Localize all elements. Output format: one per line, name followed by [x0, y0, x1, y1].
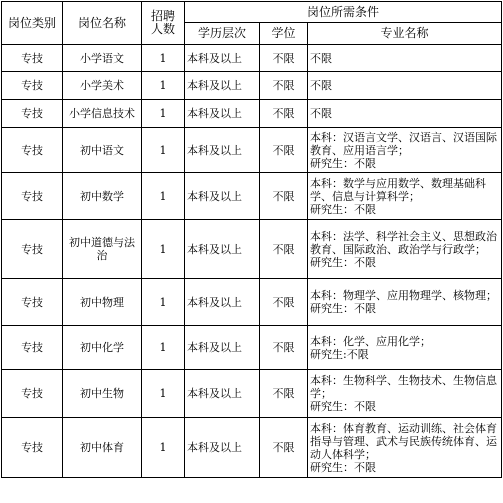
- cell-position-name: 小学信息技术: [63, 100, 142, 128]
- major-line: 本科：法学、科学社会主义、思想政治教育、国际政治、政治学与行政学；: [310, 229, 497, 256]
- major-line: 研究生：不限: [310, 400, 376, 413]
- major-line: 本科：生物科学、生物技术、生物信息学；: [310, 374, 497, 400]
- major-line: 研究生:不限: [310, 347, 369, 361]
- recruitment-table: [1, 1, 502, 478]
- major-line: 研究生：不限: [310, 255, 376, 269]
- table-row: [2, 370, 502, 418]
- major-line: 研究生：不限: [310, 156, 376, 170]
- cell-education: 本科及以上: [185, 279, 260, 326]
- cell-education: 本科及以上: [185, 72, 260, 100]
- cell-education: 本科及以上: [185, 370, 260, 418]
- cell-major: [308, 173, 502, 220]
- cell-major: [308, 326, 502, 370]
- cell-hire-count: 1: [142, 326, 185, 370]
- cell-education: 本科及以上: [185, 326, 260, 370]
- cell-degree: 不限: [260, 279, 308, 326]
- cell-major: [308, 370, 502, 418]
- header-major: 专业名称: [308, 23, 502, 45]
- major-line: 研究生：不限: [310, 302, 376, 315]
- table-row: [2, 173, 502, 220]
- header-education: 学历层次: [185, 23, 260, 45]
- major-line: 本科：汉语言文学、汉语言、汉语国际教育、应用语言学；: [310, 130, 497, 157]
- cell-degree: 不限: [260, 100, 308, 128]
- cell-education: 本科及以上: [185, 220, 260, 279]
- cell-category: 专技: [2, 326, 63, 370]
- cell-position-name: 初中生物: [63, 370, 142, 418]
- cell-degree: 不限: [260, 326, 308, 370]
- cell-category: 专技: [2, 279, 63, 326]
- cell-degree: 不限: [260, 45, 308, 72]
- cell-category: 专技: [2, 100, 63, 128]
- major-line: 本科：物理学、应用物理学、核物理；: [310, 289, 497, 302]
- cell-hire-count: 1: [142, 370, 185, 418]
- cell-degree: 不限: [260, 128, 308, 173]
- cell-hire-count: 1: [142, 72, 185, 100]
- cell-education: 本科及以上: [185, 418, 260, 478]
- cell-position-name: 初中化学: [63, 326, 142, 370]
- header-hire-count: 招聘人数: [142, 2, 185, 45]
- major-line: 不限: [310, 51, 332, 65]
- cell-major: [308, 128, 502, 173]
- cell-major: [308, 72, 502, 100]
- cell-major: [308, 418, 502, 478]
- cell-education: 本科及以上: [185, 45, 260, 72]
- cell-hire-count: 1: [142, 45, 185, 72]
- cell-category: 专技: [2, 173, 63, 220]
- major-line: 不限: [310, 107, 332, 120]
- cell-education: 本科及以上: [185, 128, 260, 173]
- cell-category: 专技: [2, 370, 63, 418]
- cell-category: 专技: [2, 128, 63, 173]
- cell-category: 专技: [2, 45, 63, 72]
- cell-major: [308, 45, 502, 72]
- cell-position-name: 初中语文: [63, 128, 142, 173]
- cell-degree: 不限: [260, 220, 308, 279]
- major-line: 本科：化学、应用化学；: [310, 334, 431, 348]
- cell-degree: 不限: [260, 72, 308, 100]
- header-conditions: 岗位所需条件: [185, 2, 502, 23]
- cell-education: 本科及以上: [185, 100, 260, 128]
- cell-hire-count: 1: [142, 279, 185, 326]
- table-row: [2, 326, 502, 370]
- header-degree: 学位: [260, 23, 308, 45]
- cell-hire-count: 1: [142, 418, 185, 478]
- table-row: [2, 279, 502, 326]
- cell-degree: 不限: [260, 418, 308, 478]
- header-position-name: 岗位名称: [63, 2, 142, 45]
- cell-degree: 不限: [260, 173, 308, 220]
- cell-hire-count: 1: [142, 128, 185, 173]
- cell-major: [308, 279, 502, 326]
- header-category: 岗位类别: [2, 2, 63, 45]
- table-row: [2, 72, 502, 100]
- table-row: [2, 45, 502, 72]
- major-line: 本科：数学与应用数学、数理基础科学、信息与计算科学；: [310, 176, 486, 203]
- table-row: [2, 220, 502, 279]
- major-line: 研究生：不限: [310, 202, 376, 216]
- cell-category: 专技: [2, 418, 63, 478]
- cell-major: [308, 220, 502, 279]
- cell-hire-count: 1: [142, 100, 185, 128]
- major-line: 研究生：不限: [310, 460, 376, 474]
- table-row: [2, 418, 502, 478]
- table-row: [2, 100, 502, 128]
- cell-category: 专技: [2, 220, 63, 279]
- cell-hire-count: 1: [142, 220, 185, 279]
- cell-category: 专技: [2, 72, 63, 100]
- cell-hire-count: 1: [142, 173, 185, 220]
- cell-major: [308, 100, 502, 128]
- cell-position-name: 小学语文: [63, 45, 142, 72]
- cell-education: 本科及以上: [185, 173, 260, 220]
- major-line: 本科：体育教育、运动训练、社会体育指导与管理、武术与民族传统体育、运动人体科学；: [310, 421, 497, 461]
- cell-position-name: 初中数学: [63, 173, 142, 220]
- cell-position-name: 初中物理: [63, 279, 142, 326]
- cell-position-name: 初中体育: [63, 418, 142, 478]
- cell-position-name: 小学美术: [63, 72, 142, 100]
- cell-position-name: 初中道德与法治: [63, 220, 142, 279]
- cell-degree: 不限: [260, 370, 308, 418]
- major-line: 不限: [310, 79, 332, 92]
- table-row: [2, 128, 502, 173]
